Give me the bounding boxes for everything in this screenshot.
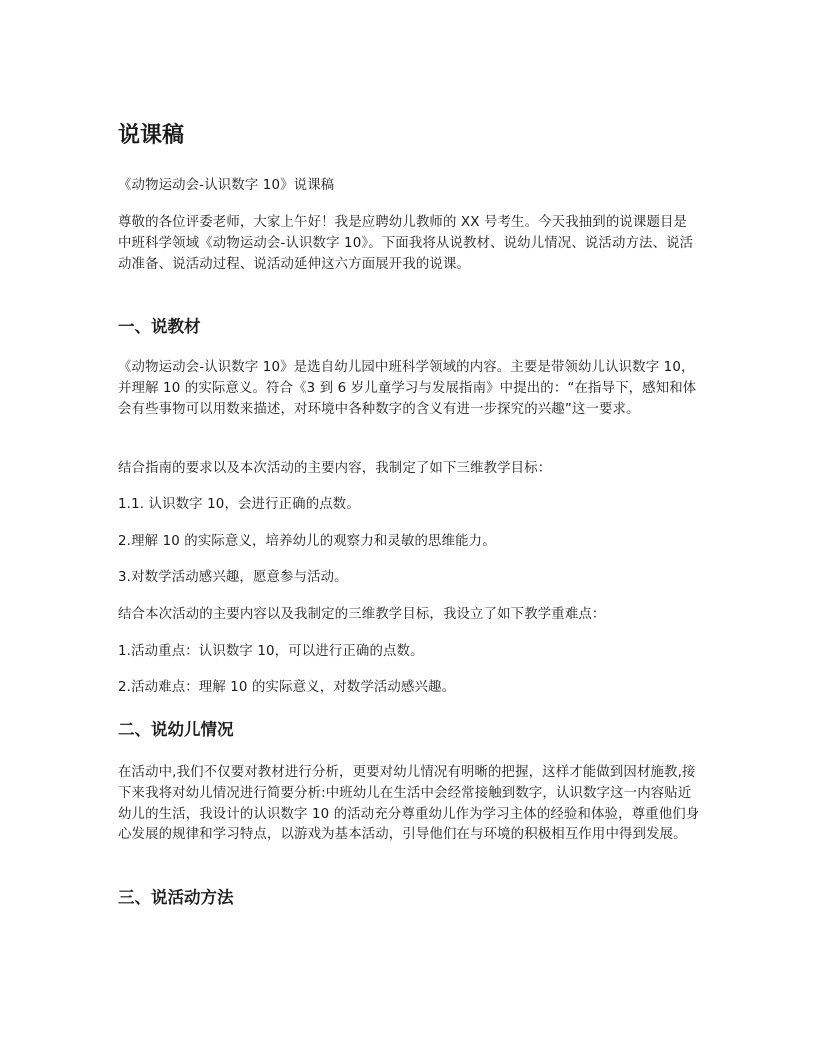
key-point-item: 1.活动重点：认识数字 10，可以进行正确的点数。: [118, 644, 424, 659]
intro-paragraph: 尊敬的各位评委老师，大家上午好！我是应聘幼儿教师的 XX 号考生。今天我抽到的说课题目是中班科学领域《动物运动会-认识数字 10》。下面我将从说教材、说幼儿情况、说活动方法、说活动准备、说活动过程、说活动延伸这六方面展开我的说课。: [118, 215, 694, 272]
objective-item-2: 2.理解 10 的实际意义，培养幼儿的观察力和灵敏的思维能力。: [118, 534, 496, 549]
difficulty-item: 2.活动难点：理解 10 的实际意义，对数学活动感兴趣。: [118, 680, 456, 695]
section-heading-children-situation: 二、说幼儿情况: [118, 720, 234, 739]
document-subtitle: 《动物运动会-认识数字 10》说课稿: [118, 178, 335, 193]
document-title: 说课稿: [118, 123, 185, 148]
section-heading-activity-method: 三、说活动方法: [118, 888, 234, 907]
teaching-material-paragraph: 《动物运动会-认识数字 10》是选自幼儿园中班科学领域的内容。主要是带领幼儿认识数字 10，并理解 10 的实际意义。符合《3 到 6 岁儿童学习与发展指南》中提出的：“在指导下，感知和体会有些事物可以用数来描述，对环境中各种数字的含义有进一步探究的兴趣”这一要求。: [118, 360, 697, 417]
objective-item-3: 3.对数学活动感兴趣，愿意参与活动。: [118, 570, 348, 585]
objective-item-1: 1.1. 认识数字 10，会进行正确的点数。: [118, 497, 360, 512]
section-heading-teaching-material: 一、说教材: [118, 317, 201, 336]
children-situation-paragraph: 在活动中,我们不仅要对教材进行分析，更要对幼儿情况有明晰的把握，这样才能做到因材施教,接下来我将对幼儿情况进行简要分析:中班幼儿在生活中会经常接触到数字，认识数字这一内容贴近幼儿的生活，我设计的认识数字 10 的活动充分尊重幼儿作为学习主体的经验和体验，尊重他们身心发展的规律和学习特点，以游戏为基本活动，引导他们在与环境的积极相互作用中得到发展。: [118, 765, 700, 843]
key-points-intro: 结合本次活动的主要内容以及我制定的三维教学目标，我设立了如下教学重难点：: [118, 607, 606, 622]
objectives-intro: 结合指南的要求以及本次活动的主要内容，我制定了如下三维教学目标：: [118, 461, 552, 476]
